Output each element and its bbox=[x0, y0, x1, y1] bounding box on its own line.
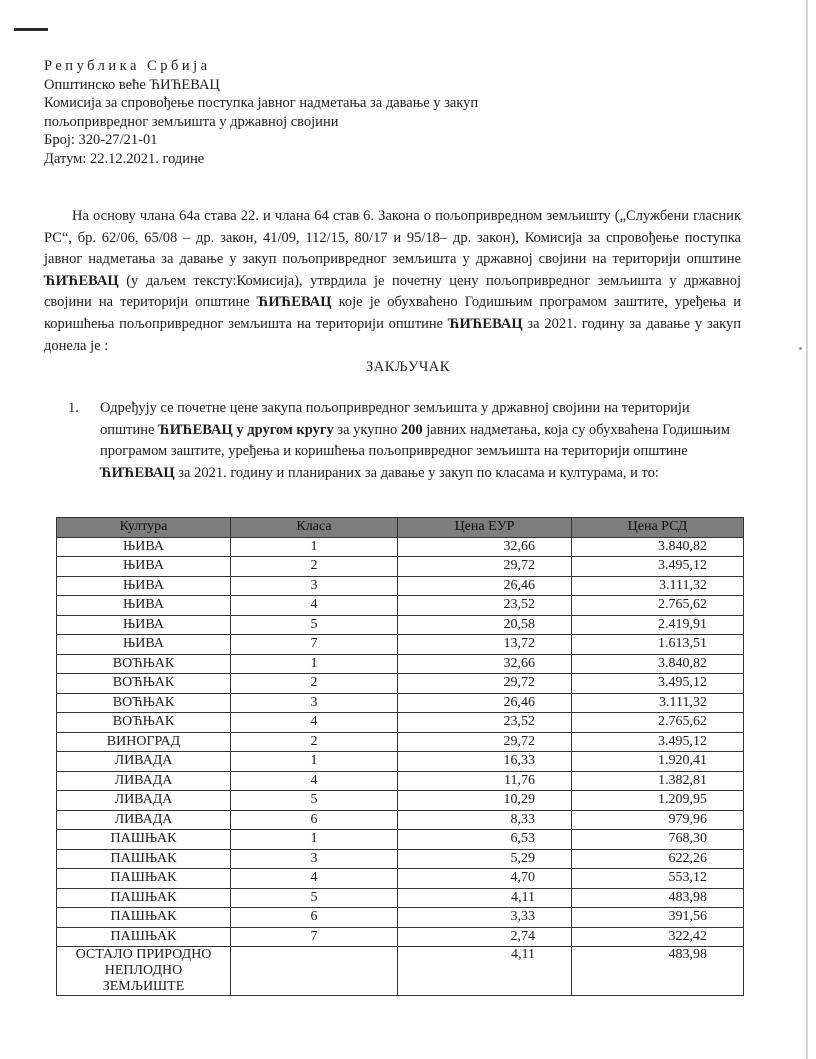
table-row bbox=[57, 693, 744, 713]
cell-culture: ВОЋЊАК bbox=[57, 654, 231, 674]
cell-culture: ВОЋЊАК bbox=[57, 693, 231, 713]
cell-class: 7 bbox=[231, 927, 398, 947]
table-row bbox=[57, 537, 744, 557]
cell-culture: ПАШЊАК bbox=[57, 908, 231, 928]
cell-price-rsd: 1.209,95 bbox=[572, 791, 744, 811]
intro-municipality-3: ЋИЋЕВАЦ bbox=[447, 315, 523, 332]
cell-price-eur: 23,52 bbox=[398, 596, 572, 616]
cell-price-rsd: 3.111,32 bbox=[572, 576, 744, 596]
table-row bbox=[57, 791, 744, 811]
table-row bbox=[57, 674, 744, 694]
intro-text-1: На основу члана 64а става 22. и члана 64 став 6. Закона о пољопривредном земљишту („Службени гласник РС“, бр. 62/06, 65/08 – др. закон, 41/09, 112/15, 80/17 и 95/18– др. закон), Комисија за спровођење поступка јавног надметања за давање у закуп пољопривредног земљишта у државној својини на територији општине bbox=[44, 208, 741, 268]
cell-culture: ЛИВАДА bbox=[57, 771, 231, 791]
cell-class: 2 bbox=[231, 674, 398, 694]
cell-price-eur: 20,58 bbox=[398, 615, 572, 635]
intro-text-2: (у даљем тексту:Комисија), утврдила је почетну цену пољопривредног земљишта у државној својини на територији општине bbox=[44, 272, 741, 311]
table-row bbox=[57, 869, 744, 889]
cell-culture: ВОЋЊАК bbox=[57, 713, 231, 733]
cell-culture-line-2: НЕПЛОДНО bbox=[104, 963, 183, 978]
cell-price-rsd: 622,26 bbox=[572, 849, 744, 869]
cell-class: 4 bbox=[231, 713, 398, 733]
table-row bbox=[57, 615, 744, 635]
table-header-row bbox=[57, 518, 744, 538]
cell-culture: ЊИВА bbox=[57, 576, 231, 596]
cell-culture: ЊИВА bbox=[57, 557, 231, 577]
item-text-2: за укупно bbox=[333, 421, 401, 438]
cell-culture: ЊИВА bbox=[57, 537, 231, 557]
cell-price-rsd: 1.382,81 bbox=[572, 771, 744, 791]
cell-price-eur: 29,72 bbox=[398, 674, 572, 694]
table-row bbox=[57, 888, 744, 908]
cell-culture: ПАШЊАК bbox=[57, 849, 231, 869]
cell-price-eur: 4,70 bbox=[398, 869, 572, 889]
cell-culture: ЊИВА bbox=[57, 596, 231, 616]
col-header-culture: Култура bbox=[57, 518, 231, 538]
cell-price-eur: 26,46 bbox=[398, 576, 572, 596]
document-header bbox=[44, 57, 478, 168]
table-row bbox=[57, 771, 744, 791]
cell-price-rsd: 768,30 bbox=[572, 830, 744, 850]
cell-culture: ЊИВА bbox=[57, 635, 231, 655]
cell-class: 4 bbox=[231, 869, 398, 889]
item-text-1: Одређују се почетне цене закупа пољопривредног земљишта у државној својини на територији општине bbox=[100, 400, 690, 438]
cell-price-rsd: 2.765,62 bbox=[572, 596, 744, 616]
table-row bbox=[57, 596, 744, 616]
table-row-other-land bbox=[57, 947, 744, 996]
cell-class: 3 bbox=[231, 693, 398, 713]
table-row bbox=[57, 927, 744, 947]
cell-class: 6 bbox=[231, 908, 398, 928]
cell-class: 3 bbox=[231, 576, 398, 596]
table-row bbox=[57, 752, 744, 772]
cell-price-eur: 26,46 bbox=[398, 693, 572, 713]
cell-price-rsd: 979,96 bbox=[572, 810, 744, 830]
cell-class: 6 bbox=[231, 810, 398, 830]
header-republic: Република Србија bbox=[44, 58, 211, 74]
item-number: 1. bbox=[68, 400, 79, 416]
cell-culture: ПАШЊАК bbox=[57, 830, 231, 850]
table-row bbox=[57, 654, 744, 674]
cell-price-eur: 4,11 bbox=[398, 947, 572, 996]
cell-class: 1 bbox=[231, 537, 398, 557]
col-header-price-rsd: Цена РСД bbox=[572, 518, 744, 538]
cell-class: 5 bbox=[231, 615, 398, 635]
header-land: пољопривредног земљишта у државној својини bbox=[44, 113, 339, 130]
page-edge bbox=[806, 0, 808, 1059]
cell-class: 1 bbox=[231, 752, 398, 772]
cell-price-rsd: 3.111,32 bbox=[572, 693, 744, 713]
cell-price-rsd: 3.495,12 bbox=[572, 557, 744, 577]
item-text-3: јавних надметања, која су обухваћена Годишњим програмом заштите, уређења и коришћења пољопривредног земљишта на територији општине bbox=[100, 421, 730, 460]
cell-price-eur: 29,72 bbox=[398, 732, 572, 752]
header-date: Датум: 22.12.2021. године bbox=[44, 150, 205, 167]
intro-text-3: које је обухваћено Годишњим програмом заштите, уређења и коришћења пољопривредног земљишта на територији општине bbox=[44, 294, 741, 332]
table-row bbox=[57, 576, 744, 596]
cell-culture-line-1: ОСТАЛО ПРИРОДНО bbox=[75, 947, 212, 962]
item-count: 200 bbox=[400, 421, 423, 438]
cell-class bbox=[231, 947, 398, 996]
cell-price-eur: 29,72 bbox=[398, 557, 572, 577]
intro-municipality-1: ЋИЋЕВАЦ bbox=[44, 272, 119, 289]
header-number: Број: 320-27/21-01 bbox=[44, 132, 158, 148]
cell-price-eur: 16,33 bbox=[398, 752, 572, 772]
cell-price-rsd: 322,42 bbox=[572, 927, 744, 947]
cell-price-eur: 8,33 bbox=[398, 810, 572, 830]
cell-price-rsd: 3.495,12 bbox=[572, 732, 744, 752]
cell-price-rsd: 3.495,12 bbox=[572, 674, 744, 694]
cell-price-eur: 13,72 bbox=[398, 635, 572, 655]
cell-price-rsd: 553,12 bbox=[572, 869, 744, 889]
cell-price-rsd: 391,56 bbox=[572, 908, 744, 928]
scan-dot bbox=[799, 347, 802, 350]
cell-price-rsd: 1.920,41 bbox=[572, 752, 744, 772]
cell-price-rsd: 2.765,62 bbox=[572, 713, 744, 733]
table-row bbox=[57, 908, 744, 928]
cell-price-eur: 6,53 bbox=[398, 830, 572, 850]
cell-class: 2 bbox=[231, 557, 398, 577]
table-row bbox=[57, 732, 744, 752]
cell-class: 7 bbox=[231, 635, 398, 655]
header-council: Општинско веће ЋИЋЕВАЦ bbox=[44, 76, 220, 93]
cell-culture: ПАШЊАК bbox=[57, 888, 231, 908]
price-table bbox=[56, 517, 744, 996]
cell-culture-line-3: ЗЕМЉИШТЕ bbox=[102, 979, 185, 994]
item-municipality-round: ЋИЋЕВАЦ у другом кругу bbox=[158, 421, 334, 438]
cell-culture: ЛИВАДА bbox=[57, 810, 231, 830]
cell-culture: ЛИВАДА bbox=[57, 791, 231, 811]
cell-class: 5 bbox=[231, 888, 398, 908]
cell-culture: ПАШЊАК bbox=[57, 927, 231, 947]
scan-mark bbox=[14, 28, 48, 31]
cell-culture: ЊИВА bbox=[57, 615, 231, 635]
cell-class: 4 bbox=[231, 596, 398, 616]
cell-price-eur: 4,11 bbox=[398, 888, 572, 908]
cell-price-eur: 32,66 bbox=[398, 537, 572, 557]
cell-class: 1 bbox=[231, 654, 398, 674]
cell-price-eur: 23,52 bbox=[398, 713, 572, 733]
conclusion-heading: ЗАКЉУЧАК bbox=[366, 359, 450, 375]
cell-culture: ЛИВАДА bbox=[57, 752, 231, 772]
table-row bbox=[57, 830, 744, 850]
cell-class: 1 bbox=[231, 830, 398, 850]
cell-price-rsd: 2.419,91 bbox=[572, 615, 744, 635]
cell-price-eur: 11,76 bbox=[398, 771, 572, 791]
cell-class: 4 bbox=[231, 771, 398, 791]
table-row bbox=[57, 713, 744, 733]
table-body bbox=[57, 537, 744, 996]
cell-price-eur: 5,29 bbox=[398, 849, 572, 869]
cell-culture: ВИНОГРАД bbox=[57, 732, 231, 752]
cell-price-eur: 3,33 bbox=[398, 908, 572, 928]
cell-culture: ПАШЊАК bbox=[57, 869, 231, 889]
intro-text-4: за 2021. годину за давање у закуп донела је : bbox=[44, 315, 742, 354]
cell-price-rsd: 1.613,51 bbox=[572, 635, 744, 655]
cell-price-eur: 10,29 bbox=[398, 791, 572, 811]
cell-price-eur: 32,66 bbox=[398, 654, 572, 674]
table-row bbox=[57, 849, 744, 869]
cell-class: 5 bbox=[231, 791, 398, 811]
cell-price-rsd: 483,98 bbox=[572, 947, 744, 996]
cell-price-eur: 2,74 bbox=[398, 927, 572, 947]
cell-price-rsd: 483,98 bbox=[572, 888, 744, 908]
cell-class: 2 bbox=[231, 732, 398, 752]
cell-culture: ВОЋЊАК bbox=[57, 674, 231, 694]
cell-price-rsd: 3.840,82 bbox=[572, 537, 744, 557]
col-header-price-eur: Цена ЕУР bbox=[398, 518, 572, 538]
cell-price-rsd: 3.840,82 bbox=[572, 654, 744, 674]
intro-municipality-2: ЋИЋЕВАЦ bbox=[256, 294, 332, 311]
table-row bbox=[57, 635, 744, 655]
header-commission: Комисија за спровођење поступка јавног надметања за давање у закуп bbox=[44, 95, 479, 111]
item-text bbox=[100, 398, 730, 484]
item-text-4: за 2021. годину и планираних за давање у закуп по класама и културама, и то: bbox=[174, 464, 659, 481]
cell-culture bbox=[57, 947, 231, 996]
col-header-class: Класа bbox=[231, 518, 398, 538]
cell-class: 3 bbox=[231, 849, 398, 869]
table-row bbox=[57, 557, 744, 577]
table-row bbox=[57, 810, 744, 830]
item-municipality: ЋИЋЕВАЦ bbox=[100, 464, 175, 481]
intro-paragraph bbox=[44, 206, 741, 357]
